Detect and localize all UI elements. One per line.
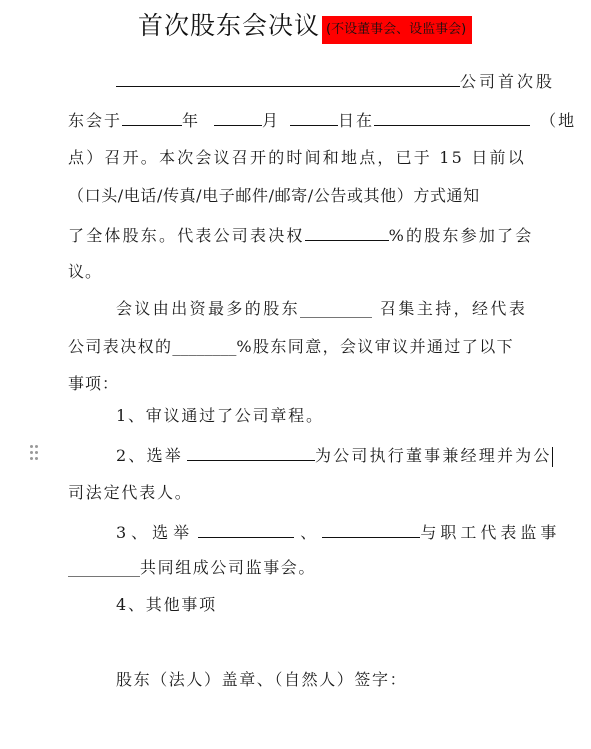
p2-line1-text-a: 会议由出资最多的股东 — [116, 299, 301, 318]
employee-supervisor-blank[interactable]: _________ — [68, 558, 140, 577]
item-2 — [116, 444, 553, 467]
p1-line5-text-b: %的股东参加了会 — [388, 226, 534, 245]
year-blank[interactable] — [122, 109, 182, 126]
p1-line6: 议。 — [68, 262, 103, 281]
vote-percent-blank[interactable] — [305, 224, 389, 241]
item-3 — [116, 521, 560, 543]
approve-percent-blank[interactable]: ________ — [172, 337, 237, 356]
text-cursor — [552, 447, 553, 467]
p2-line2 — [68, 337, 514, 357]
p1-line3: 点）召开。本次会议召开的时间和地点，已于 15 日前以 — [68, 148, 526, 167]
item-3-cont — [68, 558, 316, 578]
p1-line2-text-a: 东会于 — [68, 111, 123, 130]
item-2-cont: 司法定代表人。 — [68, 483, 193, 502]
company-name-blank[interactable] — [116, 70, 460, 87]
day-label: 日在 — [338, 111, 375, 130]
supervisor-2-blank[interactable] — [322, 521, 420, 538]
month-blank[interactable] — [214, 109, 262, 126]
p2-line1-text-b: 召集主持，经代表 — [380, 299, 528, 318]
p1-line1-text: 公司首次股 — [460, 72, 556, 91]
item-3-sep: 、 — [300, 523, 319, 542]
item-2-text-a: 2、选举 — [116, 446, 183, 465]
month-label: 月 — [262, 111, 281, 130]
item-3-text-c: 共同组成公司监事会。 — [140, 558, 317, 577]
item-3-text-b: 与职工代表监事 — [420, 523, 561, 542]
day-blank[interactable] — [290, 109, 338, 126]
p1-line2-end: （地 — [540, 111, 577, 130]
supervisor-1-blank[interactable] — [198, 521, 294, 538]
drag-handle-icon[interactable] — [30, 445, 38, 461]
year-label: 年 — [182, 111, 201, 130]
location-blank[interactable] — [374, 109, 530, 126]
executive-director-blank[interactable] — [187, 444, 315, 461]
p1-line5-text-a: 了全体股东。代表公司表决权 — [68, 226, 305, 245]
signature-line: 股东（法人）盖章、（自然人）签字： — [116, 670, 408, 689]
item-2-text-b: 为公司执行董事兼经理并为公 — [314, 446, 552, 465]
document-title: 首次股东会决议 — [138, 11, 321, 40]
p1-line4: （口头/电话/传真/电子邮件/邮寄/公告或其他）方式通知 — [68, 186, 480, 205]
p1-line5 — [68, 224, 533, 246]
item-4: 4、其他事项 — [116, 595, 217, 614]
convener-blank[interactable]: _________ — [300, 299, 373, 318]
p2-line1 — [116, 299, 527, 319]
p2-line3: 事项： — [68, 374, 120, 393]
p2-line2-text-b: %股东同意，会议审议并通过了以下 — [236, 337, 515, 356]
p1-line1 — [116, 70, 555, 92]
title-row — [138, 6, 472, 42]
item-3-text-a: 3、选举 — [116, 523, 195, 542]
p1-line2 — [68, 109, 576, 131]
p2-line2-text-a: 公司表决权的 — [68, 337, 173, 356]
title-note-highlight: (不设董事会、设监事会) — [322, 16, 472, 44]
item-1: 1、审议通过了公司章程。 — [116, 406, 324, 425]
